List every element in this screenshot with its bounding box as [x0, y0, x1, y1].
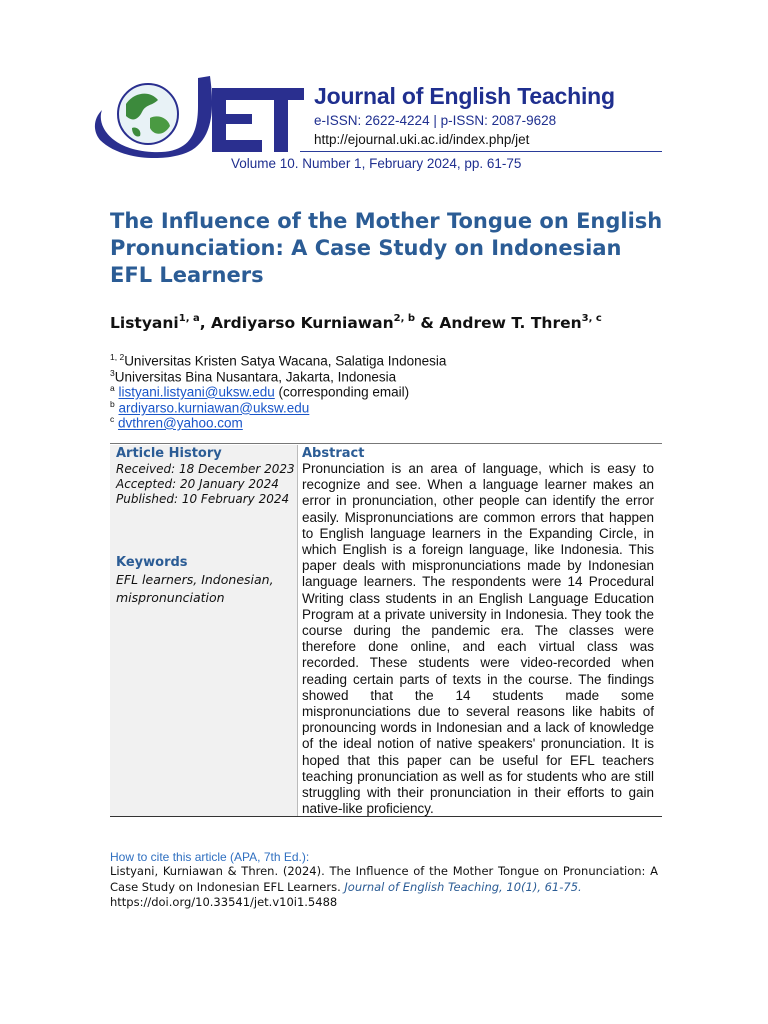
citation-journal: Journal of English Teaching, 10 — [344, 879, 522, 894]
volume-line: Volume 10. Number 1, February 2024, pp. 61-75 — [231, 156, 522, 171]
journal-name: Journal of English Teaching — [314, 83, 615, 109]
published-date: Published: 10 February 2024 — [116, 492, 290, 506]
author-3: Andrew T. Thren — [439, 314, 582, 333]
abstract-heading: Abstract — [302, 446, 365, 461]
author-1-sup: 1, a — [178, 313, 200, 324]
author-separator: & — [415, 314, 440, 333]
author-3-sup: 3, c — [581, 313, 602, 324]
received-date: Received: 18 December 2023 — [116, 462, 295, 476]
email-link-b[interactable]: ardiyarso.kurniawan@uksw.edu — [118, 400, 310, 416]
author-2: Ardiyarso Kurniawan — [211, 314, 394, 333]
email-link-c[interactable]: dvthren@yahoo.com — [118, 415, 243, 431]
affiliation-2: $^3$Universitas Bina Nusantara, Jakarta, Indonesia — [110, 368, 397, 385]
issn-line: e-ISSN: 2622-4224 | p-ISSN: 2087-9628 — [314, 113, 557, 128]
author-separator: , — [199, 314, 212, 333]
keywords-text: EFL learners, Indonesian, mispronunciation — [116, 572, 274, 605]
box-top-rule — [110, 443, 662, 444]
email-a: $^a$ listyani.listyani@uksw.edu (corresponding email) — [110, 383, 410, 400]
title-line-1: The Influence of the Mother Tongue on English — [110, 209, 663, 233]
article-title — [110, 208, 690, 289]
box-divider — [297, 445, 298, 816]
globe-logo-icon — [92, 66, 306, 162]
affiliation-1: $^{1, 2}$Universitas Kristen Satya Wacana, Salatiga Indonesia — [110, 352, 447, 369]
header-rule — [300, 151, 662, 152]
logo-text: JET — [92, 66, 94, 67]
title-line-3: EFL Learners — [110, 263, 264, 287]
journal-logo — [92, 66, 306, 162]
citation-text: Listyani, Kurniawan & Thren. (2024). The Influence of the Mother Tongue on Pronunciation: A Case Study on Indonesian EFL Learners. — [110, 864, 658, 894]
email-c: $^c$ dvthren@yahoo.com — [110, 414, 243, 431]
title-line-2: Pronunciation: A Case Study on Indonesian — [110, 236, 622, 260]
author-line — [110, 314, 602, 332]
citation-heading: How to cite this article (APA, 7th Ed.): — [110, 850, 310, 864]
keywords-heading: Keywords — [116, 555, 188, 570]
citation-doi[interactable]: https://doi.org/10.33541/jet.v10i1.5488 — [110, 895, 338, 909]
abstract-body: Pronunciation is an area of language, which is easy to recognize and see. When a language learner makes an error in pronunciation, other people can identify the error easily. Mispronunciations are common errors that happen to English language learners in the Expanding Circle, in which English is a foreign language, like Indonesia. This paper deals with mispronunciations made by Indonesian language learners. The respondents were 14 Procedural Writing class students in an English Language Education Program at a private university in Indonesia. They took the course during the pandemic era. The classes were therefore done online, and each virtual class was recorded. These students were video-recorded when reading certain parts of texts in the course. The findings showed that the 14 students made some mispronunciations due to several reasons like habits of pronouncing words in Indonesian and a lack of knowledge of the ideal notion of native speakers' pronunciation. It is hoped that this paper can be useful for EFL teachers teaching pronunciation as well as for students who are still struggling with their pronunciation in their efforts to gain native-like proficiency. — [302, 461, 654, 817]
journal-url[interactable]: http://ejournal.uki.ac.id/index.php/jet — [314, 132, 530, 147]
citation-issue: (1), 61-75. — [521, 879, 582, 894]
history-heading: Article History — [116, 446, 222, 461]
author-2-sup: 2, b — [393, 313, 416, 324]
email-b: $^b$ ardiyarso.kurniawan@uksw.edu — [110, 399, 310, 416]
accepted-date: Accepted: 20 January 2024 — [116, 477, 279, 491]
author-1: Listyani — [110, 314, 179, 333]
citation-body — [110, 864, 658, 911]
email-link-a[interactable]: listyani.listyani@uksw.edu — [118, 384, 275, 400]
